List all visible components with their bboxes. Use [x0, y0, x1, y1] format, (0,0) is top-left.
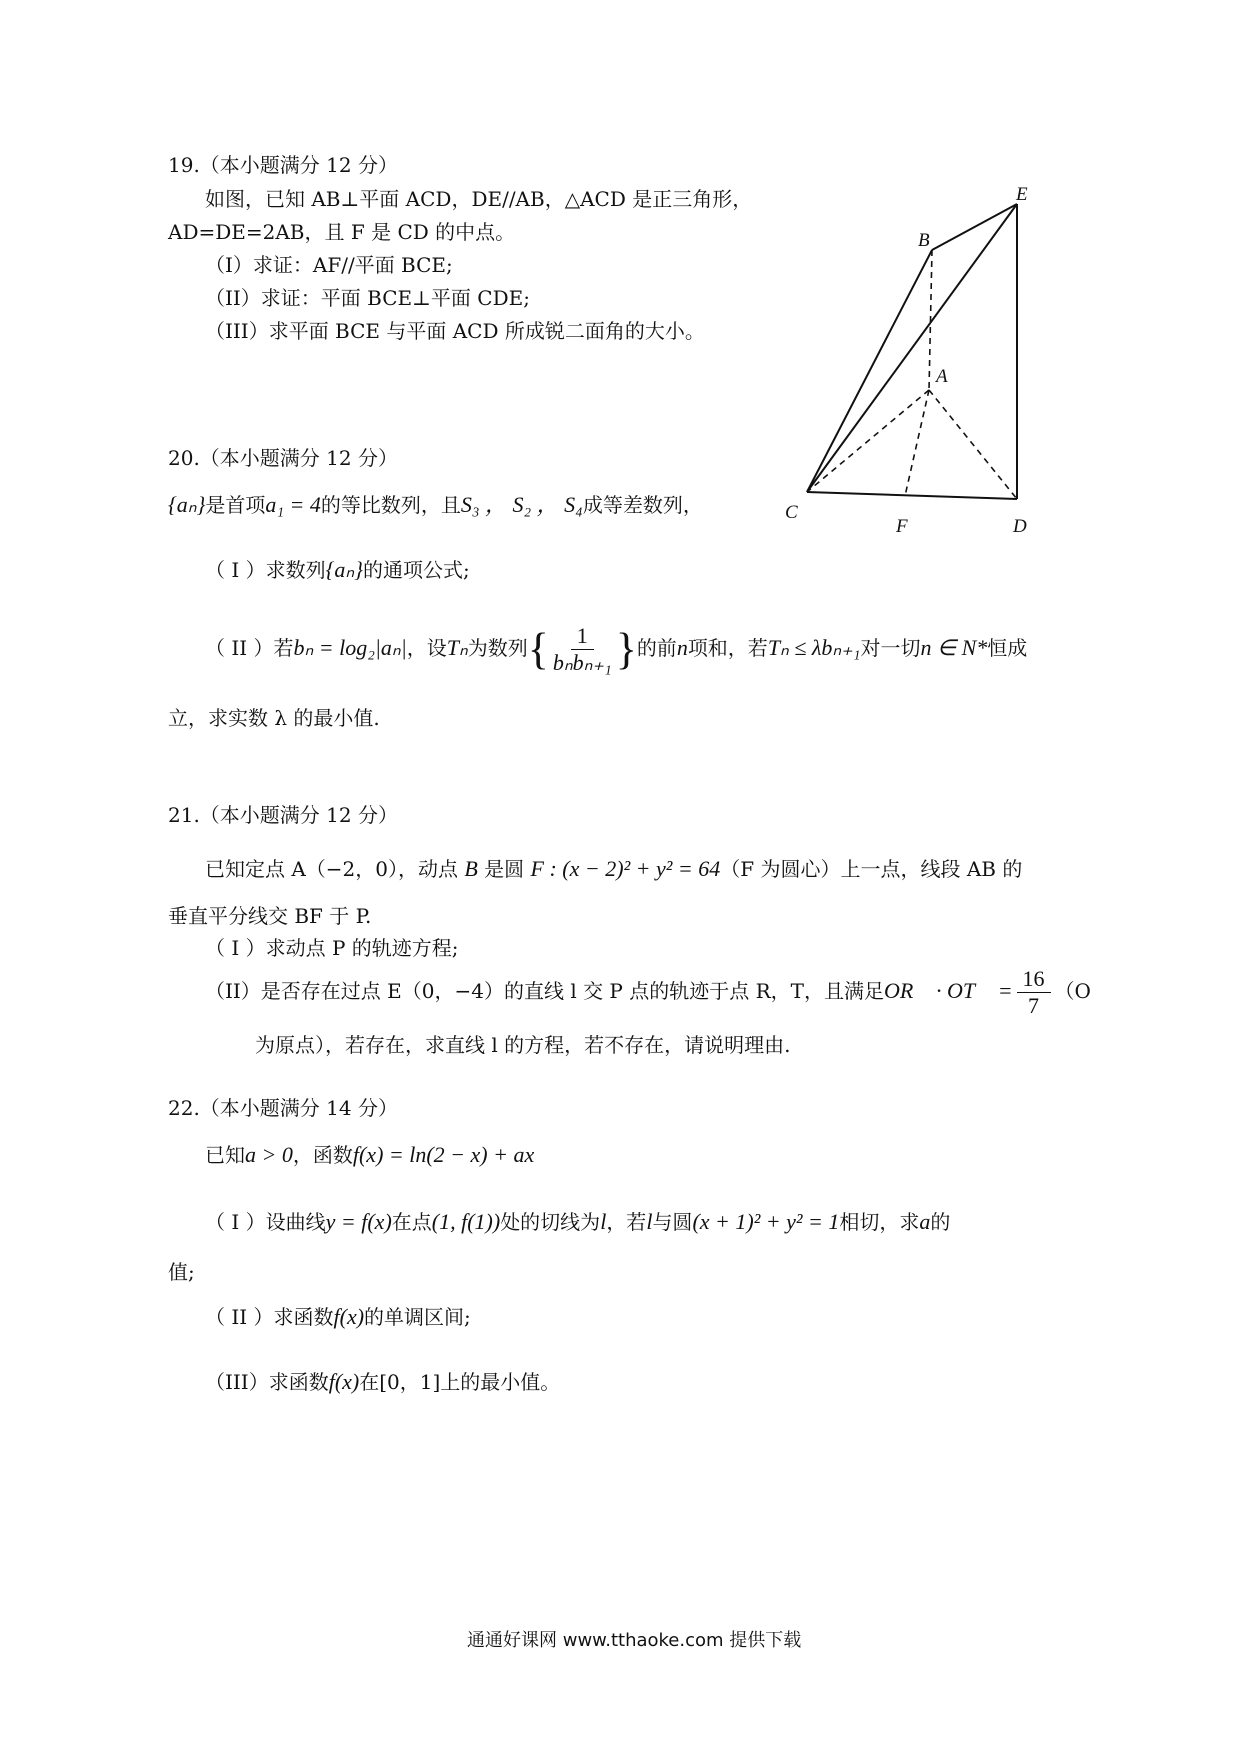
- q19-header: 19.（本小题满分 12 分）: [168, 153, 398, 177]
- text: 的通项公式;: [363, 558, 470, 582]
- label-f: F: [896, 516, 908, 537]
- q21-part2-continued: 为原点），若存在，求直线 l 的方程，若不存在，请说明理由.: [255, 1033, 791, 1057]
- text: ，设: [406, 636, 447, 660]
- q22-part3: [205, 1369, 560, 1395]
- math: f(x): [333, 1304, 365, 1329]
- math: {aₙ}: [168, 492, 206, 517]
- q20-part1: [205, 557, 470, 583]
- denominator: 7: [1028, 993, 1040, 1018]
- numerator: 1: [571, 623, 594, 650]
- math: bₙ = log₂|aₙ|: [293, 635, 407, 660]
- q19-part2: （II）求证：平面 BCE⊥平面 CDE;: [205, 286, 530, 310]
- label-d: D: [1013, 516, 1027, 537]
- left-brace: {: [527, 624, 549, 674]
- q21-text-line1: [205, 856, 1022, 882]
- math: l: [600, 1209, 607, 1234]
- numerator: 16: [1017, 966, 1051, 993]
- q21-text-line2: 垂直平分线交 BF 于 P.: [168, 904, 372, 928]
- math: n: [676, 635, 688, 660]
- math: (x + 1)² + y² = 1: [692, 1209, 840, 1234]
- q20-text-line1: [168, 492, 703, 518]
- math: B: [464, 856, 478, 881]
- math: l: [646, 1209, 653, 1234]
- text: 是圆: [477, 857, 531, 881]
- math: a₁ = 4: [265, 492, 321, 517]
- text: 恒成: [987, 636, 1028, 660]
- math: {aₙ}: [325, 557, 363, 582]
- text: 相切，求: [839, 1210, 920, 1234]
- fraction: [553, 623, 612, 676]
- q22-part2: [205, 1304, 471, 1330]
- edge-af-hidden: [905, 390, 929, 496]
- denominator: bₙbₙ₊₁: [552, 650, 612, 675]
- math: Tₙ ≤ λbₙ₊₁: [767, 635, 861, 660]
- q19-text-line2: AD=DE=2AB，且 F 是 CD 的中点。: [168, 220, 516, 244]
- label-a: A: [936, 366, 948, 387]
- math: (1, f(1)): [431, 1209, 501, 1234]
- math: f(x) = ln(2 − x) + ax: [352, 1142, 535, 1167]
- math: a: [919, 1209, 931, 1234]
- text: 对一切: [860, 636, 921, 660]
- label-c: C: [785, 502, 798, 523]
- q20-part2: [205, 622, 1027, 676]
- q21-header: 21.（本小题满分 12 分）: [168, 803, 398, 827]
- edge-bc: [807, 250, 932, 492]
- math: Tₙ: [446, 635, 468, 660]
- edge-ad-hidden: [929, 390, 1017, 499]
- text: （ I ）求数列: [205, 558, 326, 582]
- q20-part2-continued: 立，求实数 λ 的最小值.: [168, 706, 380, 730]
- label-e: E: [1016, 184, 1028, 205]
- right-brace: }: [615, 624, 637, 674]
- text: 处的切线为: [500, 1210, 601, 1234]
- text: 的前: [636, 636, 677, 660]
- text: 的: [930, 1210, 951, 1234]
- text: 在点: [391, 1210, 432, 1234]
- math: a > 0: [245, 1142, 293, 1167]
- text: 已知: [205, 1143, 245, 1167]
- text: （ I ）设曲线: [205, 1210, 326, 1234]
- q21-part1: （ I ）求动点 P 的轨迹方程;: [205, 936, 459, 960]
- text: 的等比数列，且: [320, 493, 461, 517]
- math: n ∈ N*: [920, 635, 988, 660]
- text: 成等差数列，: [582, 493, 703, 517]
- edge-ac-hidden: [807, 390, 929, 492]
- edge-ce: [807, 204, 1017, 492]
- text: 与圆: [652, 1210, 693, 1234]
- footer-watermark: 通通好课网 www.tthaoke.com 提供下载: [467, 1630, 802, 1651]
- text: ，若: [606, 1210, 647, 1234]
- text: （O: [1054, 979, 1091, 1003]
- text: （F 为圆心）上一点，线段 AB 的: [720, 857, 1023, 881]
- math: F : (x − 2)² + y² = 64: [530, 856, 721, 881]
- edge-cd: [807, 492, 1017, 499]
- text: （ II ）若: [205, 636, 294, 660]
- text: 是首项: [205, 493, 266, 517]
- text: 在[0，1]上的最小值。: [359, 1370, 561, 1394]
- q19-part1: （I）求证：AF//平面 BCE;: [205, 253, 453, 277]
- math: S₃ ， S₂ ， S₄: [460, 492, 583, 517]
- q22-text-line1: [205, 1142, 534, 1168]
- math: y = f(x): [325, 1209, 392, 1234]
- text: （II）是否存在过点 E（0，−4）的直线 l 交 P 点的轨迹于点 R，T，且满足: [205, 979, 885, 1003]
- text: 为数列: [467, 636, 528, 660]
- geometry-figure: [780, 180, 1050, 540]
- text: （III）求函数: [205, 1370, 329, 1394]
- text: 项和，若: [687, 636, 768, 660]
- q22-part1: [205, 1209, 950, 1235]
- q22-header: 22.（本小题满分 14 分）: [168, 1096, 398, 1120]
- q19-text-line1: 如图，已知 AB⊥平面 ACD，DE//AB，△ACD 是正三角形，: [205, 187, 753, 211]
- edge-be: [932, 204, 1017, 250]
- text: 已知定点 A（−2，0），动点: [205, 857, 465, 881]
- label-b: B: [918, 230, 930, 251]
- text: 的单调区间;: [364, 1305, 471, 1329]
- text: （ II ）求函数: [205, 1305, 334, 1329]
- math: OR⃗ · OT⃗ =: [884, 978, 1013, 1003]
- q19-part3: （III）求平面 BCE 与平面 ACD 所成锐二面角的大小。: [205, 319, 705, 343]
- fraction: [1017, 966, 1051, 1019]
- q20-header: 20.（本小题满分 12 分）: [168, 446, 398, 470]
- math: f(x): [328, 1369, 360, 1394]
- q22-part1-continued: 值;: [168, 1260, 195, 1284]
- text: ，函数: [292, 1143, 353, 1167]
- q21-part2: [205, 965, 1091, 1019]
